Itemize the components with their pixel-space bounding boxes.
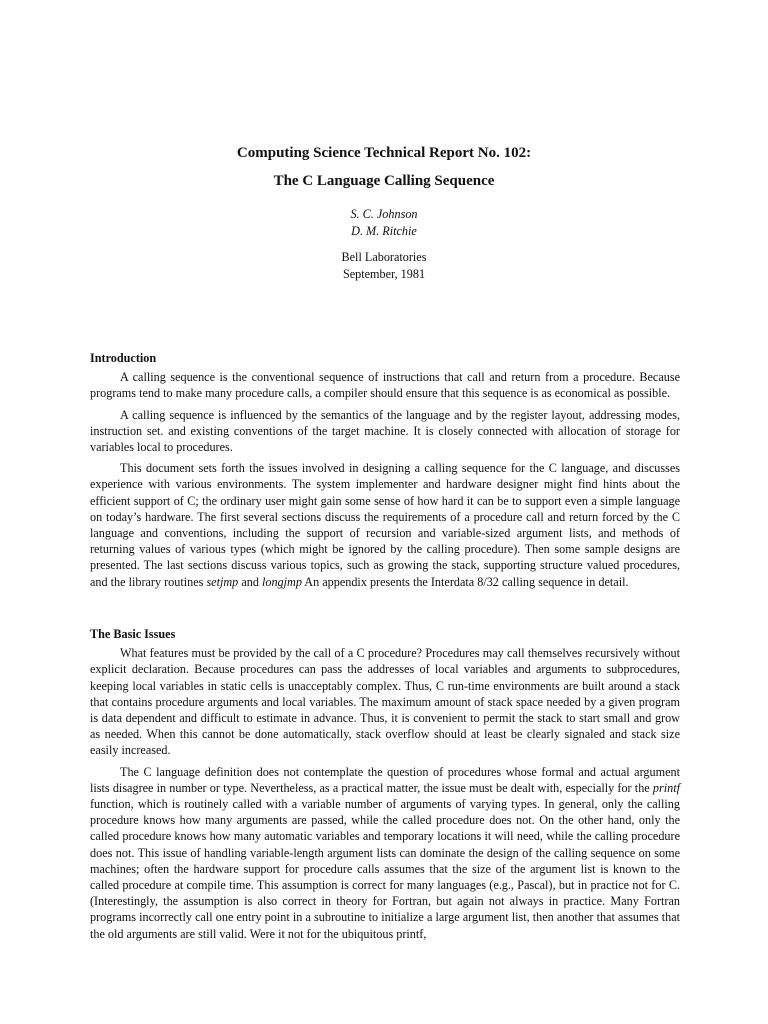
introduction-section — [90, 350, 680, 595]
authors — [0, 206, 768, 240]
function-name: setjmp — [206, 574, 239, 589]
paragraph-text: The C language definition does not contemplate the question of procedures whose formal and actual argument lists disagree in number or type. Nevertheless, as a practical matter, the issue must be dealt with, especially for the — [90, 764, 680, 795]
section-heading: The Basic Issues — [90, 627, 176, 641]
author: D. M. Ritchie — [351, 224, 417, 238]
date: September, 1981 — [342, 267, 426, 281]
function-name: printf — [652, 780, 680, 795]
paragraph-text: This document sets forth the issues involved in designing a calling sequence for the C language, and discusses experience with various environments. The system implementer and hardware designer might find hints about the efficient support of C; the ordinary user might gain some sense of how hard it can be to support even a simple language on today’s hardware. The first several sections discuss the requirements of a procedure call and return forced by the C language and conventions, including the support of recursion and variable-sized argument lists, and methods of returning values of various types (which might be ignored by the calling procedure). Then some sample designs are presented. The last sections discuss various topics, such as growing the stack, supporting structure valued procedures, and the library routines — [90, 461, 680, 589]
report-title: Computing Science Technical Report No. 102: — [236, 145, 532, 161]
paper-title: The C Language Calling Sequence — [273, 173, 495, 189]
basic-issues-section — [90, 626, 680, 947]
paragraph: What features must be provided by the call of a C procedure? Procedures may call themselves recursively without explicit declaration. Because procedures can pass the addresses of local variables and arguments to subprocedures, keeping local variables in static cells is unacceptably complex. Thus, C run-time environments are built around a stack that contains procedure arguments and local variables. The maximum amount of stack space needed by a given program is data dependent and difficult to estimate in advance. Thus, it is convenient to permit the stack to start small and grow as needed. When this cannot be done automatically, stack overflow should at least be clearly signaled and stack size easily increased. — [90, 646, 680, 758]
paragraph-text: An appendix presents the Interdata 8/32 calling sequence in detail. — [301, 574, 629, 589]
paragraph — [90, 764, 680, 942]
paragraph: A calling sequence is the conventional sequence of instructions that call and return from a procedure. Because programs tend to make many procedure calls, a compiler should ensure that this sequence is as economical as possible. — [90, 370, 680, 401]
institution: Bell Laboratories — [341, 250, 427, 264]
section-heading: Introduction — [90, 351, 157, 365]
paragraph-text: function, which is routinely called with a variable number of arguments of varying types. In general, only the calling procedure knows how many arguments are passed, while the called procedure does not. On the other hand, only the called procedure knows how many automatic variables and temporary locations it will need, while the calling procedure does not. This issue of handling variable-length argument lists can dominate the design of the calling sequence on some machines; often the hardware support for procedure calls assumes that the size of the argument list is known to the called procedure at compile time. This assumption is correct for many languages (e.g., Pascal), but in practice not for C. (Interestingly, the assumption is also correct in theory for Fortran, but again not always in practice. Many Fortran programs incorrectly call one entry point in a subroutine to initialize a large argument list, then another that assumes that the old arguments are still valid. Were it not for the ubiquitous printf, — [90, 797, 680, 941]
affiliation — [0, 249, 768, 283]
paragraph — [90, 460, 680, 590]
paragraph-text: and — [238, 574, 262, 589]
paragraph: A calling sequence is influenced by the semantics of the language and by the register layout, addressing modes, instruction set. and existing conventions of the target machine. It is closely connected with allocation of storage for variables local to procedures. — [90, 407, 680, 455]
function-name: longjmp — [261, 574, 302, 589]
author: S. C. Johnson — [350, 207, 418, 221]
